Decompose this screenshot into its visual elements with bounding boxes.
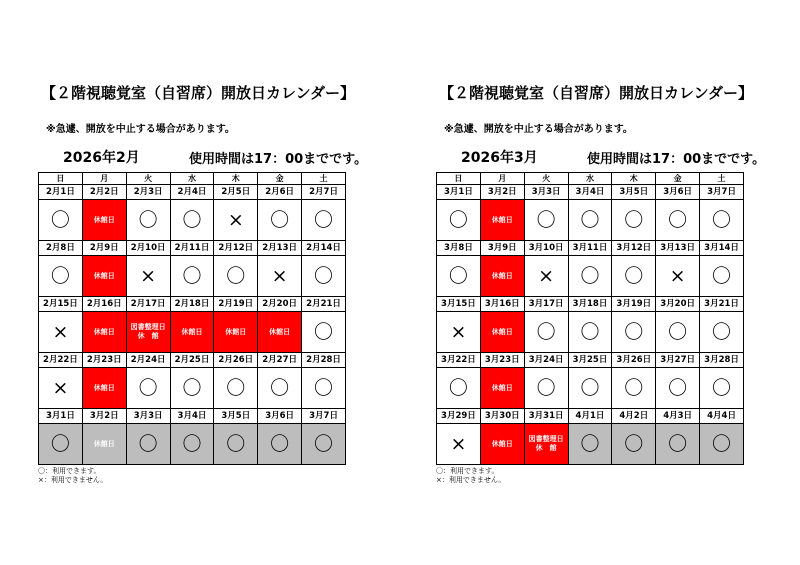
date-cell: 2月12日 xyxy=(214,241,258,256)
date-cell: 3月5日 xyxy=(214,409,258,424)
legend-available: 〇：利用できます。 xyxy=(436,467,499,475)
date-cell: 3月30日 xyxy=(480,409,524,424)
weekday-header: 金 xyxy=(656,173,700,185)
date-cell: 2月10日 xyxy=(126,241,170,256)
weekday-header: 日 xyxy=(437,173,481,185)
date-cell: 3月18日 xyxy=(568,297,612,312)
date-cell: 3月27日 xyxy=(656,353,700,368)
available-mark: 〇 xyxy=(568,312,612,353)
available-mark: 〇 xyxy=(302,200,346,241)
date-cell: 2月16日 xyxy=(82,297,126,312)
weekday-header: 木 xyxy=(612,173,656,185)
closed-day-cell xyxy=(524,424,568,465)
date-cell: 3月1日 xyxy=(39,409,83,424)
date-cell: 4月4日 xyxy=(700,409,744,424)
available-mark: 〇 xyxy=(612,200,656,241)
available-mark: 〇 xyxy=(524,368,568,409)
closed-label: 図書整理日 xyxy=(528,435,564,443)
date-cell: 2月11日 xyxy=(170,241,214,256)
available-mark: 〇 xyxy=(612,312,656,353)
available-mark: 〇 xyxy=(568,424,612,465)
date-cell: 3月25日 xyxy=(568,353,612,368)
date-cell: 2月20日 xyxy=(258,297,302,312)
date-cell: 3月24日 xyxy=(524,353,568,368)
date-cell: 3月6日 xyxy=(258,409,302,424)
date-cell: 3月3日 xyxy=(524,185,568,200)
available-mark: 〇 xyxy=(170,368,214,409)
legend-unavailable: ×：利用できません。 xyxy=(38,476,108,484)
date-cell: 2月8日 xyxy=(39,241,83,256)
weekday-header: 火 xyxy=(524,173,568,185)
available-mark: 〇 xyxy=(170,200,214,241)
status-row xyxy=(437,256,744,297)
available-mark: 〇 xyxy=(126,368,170,409)
date-cell: 3月2日 xyxy=(82,409,126,424)
date-cell: 3月16日 xyxy=(480,297,524,312)
closed-label: 休館日 xyxy=(491,327,513,336)
available-mark: 〇 xyxy=(437,256,481,297)
closed-day-cell xyxy=(82,312,126,353)
date-cell: 2月18日 xyxy=(170,297,214,312)
weekday-header: 土 xyxy=(302,173,346,185)
date-row xyxy=(437,241,744,256)
date-row xyxy=(437,297,744,312)
date-cell: 3月28日 xyxy=(700,353,744,368)
date-cell: 3月29日 xyxy=(437,409,481,424)
closed-label: 休館日 xyxy=(491,271,513,280)
date-cell: 4月3日 xyxy=(656,409,700,424)
available-mark: 〇 xyxy=(656,424,700,465)
date-cell: 3月14日 xyxy=(700,241,744,256)
unavailable-mark: × xyxy=(524,256,568,297)
closed-label: 休館日 xyxy=(491,439,513,448)
closed-label: 休館日 xyxy=(225,327,247,336)
legend xyxy=(436,467,505,485)
month-label: 2026年2月 xyxy=(63,150,140,166)
date-cell: 3月11日 xyxy=(568,241,612,256)
date-row xyxy=(39,409,346,424)
date-row xyxy=(437,409,744,424)
weekday-header: 金 xyxy=(258,173,302,185)
date-row xyxy=(437,185,744,200)
date-cell: 3月15日 xyxy=(437,297,481,312)
closed-label: 休館日 xyxy=(93,327,115,336)
legend-unavailable: ×：利用できません。 xyxy=(436,476,506,484)
status-row xyxy=(39,368,346,409)
weekday-header: 土 xyxy=(700,173,744,185)
date-cell: 3月20日 xyxy=(656,297,700,312)
date-cell: 3月2日 xyxy=(480,185,524,200)
available-mark: 〇 xyxy=(170,256,214,297)
unavailable-mark: × xyxy=(437,312,481,353)
closed-day-cell xyxy=(480,424,524,465)
date-cell: 3月10日 xyxy=(524,241,568,256)
unavailable-mark: × xyxy=(39,312,83,353)
unavailable-mark: × xyxy=(39,368,83,409)
weekday-header-row xyxy=(39,173,346,185)
available-mark: 〇 xyxy=(302,368,346,409)
date-cell: 2月25日 xyxy=(170,353,214,368)
closed-day-cell xyxy=(480,256,524,297)
date-row xyxy=(39,353,346,368)
available-mark: 〇 xyxy=(700,368,744,409)
available-mark: 〇 xyxy=(39,256,83,297)
closed-label: 休館日 xyxy=(93,383,115,392)
date-cell: 2月4日 xyxy=(170,185,214,200)
available-mark: 〇 xyxy=(700,312,744,353)
notice-text: ※急遽、開放を中止する場合があります。 xyxy=(444,124,633,135)
weekday-header: 月 xyxy=(480,173,524,185)
date-cell: 2月27日 xyxy=(258,353,302,368)
calendar-title: 【２階視聴覚室（自習席）開放日カレンダー】 xyxy=(438,84,754,102)
available-mark: 〇 xyxy=(524,200,568,241)
available-mark: 〇 xyxy=(258,200,302,241)
date-cell: 3月13日 xyxy=(656,241,700,256)
date-cell: 2月2日 xyxy=(82,185,126,200)
date-cell: 3月3日 xyxy=(126,409,170,424)
available-mark: 〇 xyxy=(437,200,481,241)
available-mark: 〇 xyxy=(437,368,481,409)
available-mark: 〇 xyxy=(524,312,568,353)
status-row xyxy=(437,424,744,465)
weekday-header: 月 xyxy=(82,173,126,185)
date-cell: 3月5日 xyxy=(612,185,656,200)
date-cell: 3月26日 xyxy=(612,353,656,368)
date-cell: 2月26日 xyxy=(214,353,258,368)
available-mark: 〇 xyxy=(126,424,170,465)
hours-text: 使用時間は17：00までです。 xyxy=(189,152,368,167)
date-cell: 3月8日 xyxy=(437,241,481,256)
available-mark: 〇 xyxy=(612,256,656,297)
weekday-header: 木 xyxy=(214,173,258,185)
status-row xyxy=(437,312,744,353)
date-cell: 3月4日 xyxy=(568,185,612,200)
date-cell: 2月6日 xyxy=(258,185,302,200)
date-cell: 3月7日 xyxy=(700,185,744,200)
available-mark: 〇 xyxy=(302,424,346,465)
available-mark: 〇 xyxy=(612,424,656,465)
date-cell: 3月7日 xyxy=(302,409,346,424)
closed-day-cell xyxy=(82,368,126,409)
closed-label: 図書整理日 xyxy=(130,323,166,331)
available-mark: 〇 xyxy=(302,312,346,353)
date-row xyxy=(39,185,346,200)
status-row xyxy=(437,368,744,409)
status-row xyxy=(39,200,346,241)
closed-day-cell xyxy=(170,312,214,353)
closed-day-cell xyxy=(480,200,524,241)
available-mark: 〇 xyxy=(39,424,83,465)
date-cell: 2月5日 xyxy=(214,185,258,200)
date-cell: 2月7日 xyxy=(302,185,346,200)
closed-label: 休館日 xyxy=(93,271,115,280)
unavailable-mark: × xyxy=(258,256,302,297)
closed-label: 休館日 xyxy=(93,215,115,224)
unavailable-mark: × xyxy=(214,200,258,241)
available-mark: 〇 xyxy=(126,200,170,241)
notice-text: ※急遽、開放を中止する場合があります。 xyxy=(46,124,235,135)
date-cell: 2月23日 xyxy=(82,353,126,368)
available-mark: 〇 xyxy=(568,200,612,241)
date-cell: 2月22日 xyxy=(39,353,83,368)
date-cell: 3月17日 xyxy=(524,297,568,312)
available-mark: 〇 xyxy=(258,368,302,409)
closed-sublabel: 休 館 xyxy=(137,332,159,340)
available-mark: 〇 xyxy=(302,256,346,297)
closed-day-cell xyxy=(82,256,126,297)
available-mark: 〇 xyxy=(700,200,744,241)
date-cell: 3月12日 xyxy=(612,241,656,256)
calendar-grid xyxy=(38,172,346,465)
date-cell: 2月28日 xyxy=(302,353,346,368)
calendar-grid xyxy=(436,172,744,465)
status-row xyxy=(437,200,744,241)
month-label: 2026年3月 xyxy=(461,150,538,166)
available-mark: 〇 xyxy=(656,368,700,409)
date-cell: 2月1日 xyxy=(39,185,83,200)
closed-sublabel: 休 館 xyxy=(535,444,557,452)
date-cell: 3月21日 xyxy=(700,297,744,312)
unavailable-mark: × xyxy=(656,256,700,297)
status-row xyxy=(39,312,346,353)
closed-day-cell xyxy=(480,368,524,409)
closed-day-cell xyxy=(126,312,170,353)
available-mark: 〇 xyxy=(656,200,700,241)
date-cell: 2月21日 xyxy=(302,297,346,312)
available-mark: 〇 xyxy=(568,368,612,409)
weekday-header-row xyxy=(437,173,744,185)
closed-label: 休館日 xyxy=(269,327,291,336)
closed-day-cell xyxy=(480,312,524,353)
closed-label: 休館日 xyxy=(181,327,203,336)
available-mark: 〇 xyxy=(214,368,258,409)
weekday-header: 水 xyxy=(568,173,612,185)
closed-day-cell xyxy=(82,200,126,241)
closed-day-cell xyxy=(214,312,258,353)
date-cell: 2月3日 xyxy=(126,185,170,200)
date-cell: 3月9日 xyxy=(480,241,524,256)
closed-label: 休館日 xyxy=(491,215,513,224)
date-cell: 2月9日 xyxy=(82,241,126,256)
date-cell: 2月14日 xyxy=(302,241,346,256)
available-mark: 〇 xyxy=(656,312,700,353)
date-cell: 2月13日 xyxy=(258,241,302,256)
date-cell: 3月19日 xyxy=(612,297,656,312)
date-cell: 2月15日 xyxy=(39,297,83,312)
available-mark: 〇 xyxy=(612,368,656,409)
closed-label: 休館日 xyxy=(93,439,115,448)
available-mark: 〇 xyxy=(214,424,258,465)
available-mark: 〇 xyxy=(170,424,214,465)
date-cell: 4月2日 xyxy=(612,409,656,424)
date-cell: 3月4日 xyxy=(170,409,214,424)
available-mark: 〇 xyxy=(700,424,744,465)
date-row xyxy=(437,353,744,368)
date-cell: 2月24日 xyxy=(126,353,170,368)
available-mark: 〇 xyxy=(214,256,258,297)
legend xyxy=(38,467,107,485)
available-mark: 〇 xyxy=(258,424,302,465)
calendar-title: 【２階視聴覚室（自習席）開放日カレンダー】 xyxy=(40,84,356,102)
date-row xyxy=(39,297,346,312)
weekday-header: 水 xyxy=(170,173,214,185)
unavailable-mark: × xyxy=(126,256,170,297)
date-cell: 3月6日 xyxy=(656,185,700,200)
date-cell: 2月17日 xyxy=(126,297,170,312)
weekday-header: 日 xyxy=(39,173,83,185)
date-row xyxy=(39,241,346,256)
date-cell: 4月1日 xyxy=(568,409,612,424)
date-cell: 3月1日 xyxy=(437,185,481,200)
closed-day-cell xyxy=(82,424,126,465)
date-cell: 3月31日 xyxy=(524,409,568,424)
status-row xyxy=(39,424,346,465)
available-mark: 〇 xyxy=(39,200,83,241)
available-mark: 〇 xyxy=(700,256,744,297)
closed-day-cell xyxy=(258,312,302,353)
date-cell: 3月23日 xyxy=(480,353,524,368)
closed-label: 休館日 xyxy=(491,383,513,392)
date-cell: 2月19日 xyxy=(214,297,258,312)
available-mark: 〇 xyxy=(568,256,612,297)
legend-available: 〇：利用できます。 xyxy=(38,467,101,475)
date-cell: 3月22日 xyxy=(437,353,481,368)
weekday-header: 火 xyxy=(126,173,170,185)
status-row xyxy=(39,256,346,297)
unavailable-mark: × xyxy=(437,424,481,465)
hours-text: 使用時間は17：00までです。 xyxy=(587,152,766,167)
